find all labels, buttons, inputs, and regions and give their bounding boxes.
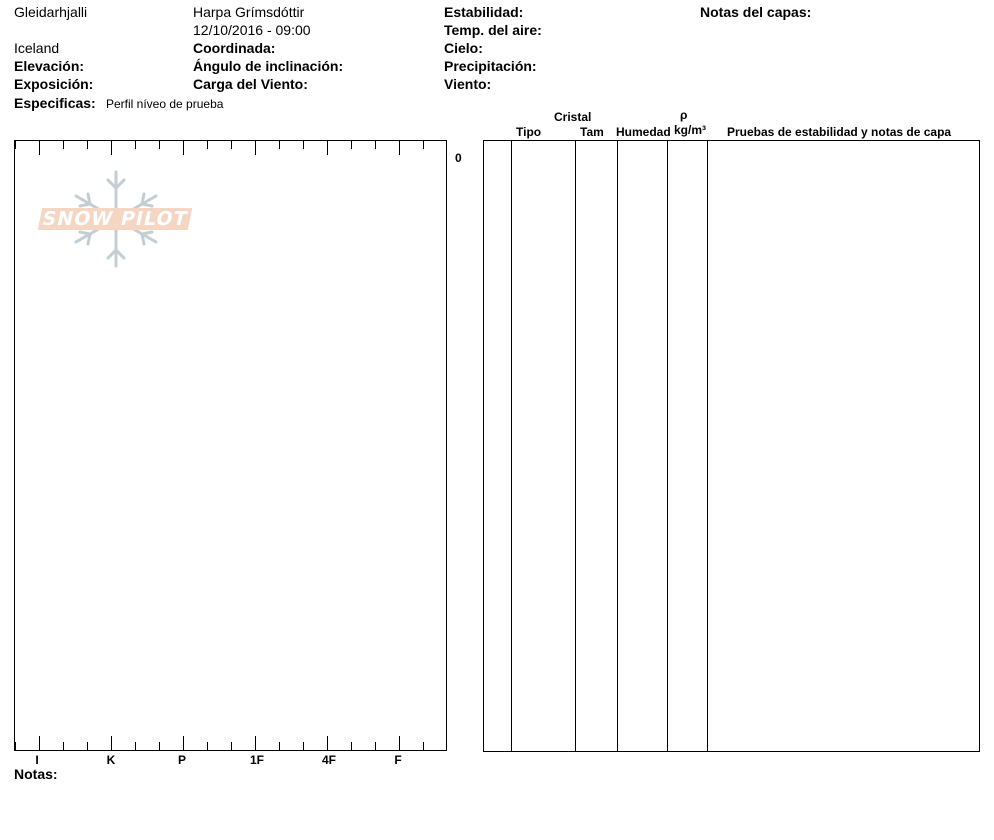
specifics-label: Especificas: — [14, 95, 96, 111]
chart-tick-bottom — [279, 742, 280, 750]
chart-tick-top — [399, 141, 400, 155]
snow-pilot-logo — [36, 168, 196, 270]
observer-name: Harpa Grímsdóttir — [193, 4, 305, 20]
air-temp-label: Temp. del aire: — [444, 22, 542, 38]
chart-tick-top — [279, 141, 280, 149]
chart-tick-bottom — [423, 742, 424, 750]
chart-tick-top — [207, 141, 208, 149]
stability-label: Estabilidad: — [444, 4, 524, 20]
chart-tick-top — [183, 141, 184, 155]
chart-tick-bottom — [15, 742, 16, 750]
chart-tick-top — [135, 141, 136, 149]
chart-tick-top — [87, 141, 88, 149]
chart-tick-bottom — [135, 742, 136, 750]
exposure-label: Exposición: — [14, 76, 94, 92]
table-divider-type — [511, 141, 512, 751]
hardness-label-f: F — [394, 753, 402, 767]
chart-tick-top — [15, 141, 16, 149]
chart-tick-top — [303, 141, 304, 149]
slope-angle-label: Ángulo de inclinación: — [193, 58, 344, 74]
chart-tick-bottom — [255, 736, 256, 750]
table-divider-tests — [707, 141, 708, 751]
chart-tick-bottom — [207, 742, 208, 750]
precipitation-label: Precipitación: — [444, 58, 537, 74]
layer-table — [483, 140, 980, 752]
notes-label: Notas: — [14, 766, 58, 782]
hardness-label-1f: 1F — [249, 753, 264, 767]
location-name: Gleidarhjalli — [14, 4, 88, 20]
chart-tick-bottom — [63, 742, 64, 750]
chart-tick-top — [375, 141, 376, 149]
table-divider-density — [667, 141, 668, 751]
wind-loading-label: Carga del Viento: — [193, 76, 308, 92]
table-divider-moisture — [617, 141, 618, 751]
hardness-label-4f: 4F — [321, 753, 336, 767]
chart-tick-bottom — [87, 742, 88, 750]
chart-tick-bottom — [111, 736, 112, 750]
coordinate-label: Coordinada: — [193, 40, 276, 56]
tests-column-header: Pruebas de estabilidad y notas de capa — [727, 125, 952, 139]
snow-pilot-logo-text: SNOW PILOT — [38, 208, 193, 230]
hardness-label-p: P — [177, 753, 186, 767]
elevation-label: Elevación: — [14, 58, 85, 74]
chart-tick-top — [231, 141, 232, 149]
chart-tick-top — [255, 141, 256, 155]
chart-tick-bottom — [231, 742, 232, 750]
hardness-label-k: K — [106, 753, 116, 767]
sky-label: Cielo: — [444, 40, 483, 56]
moisture-column-header: Humedad — [616, 125, 671, 139]
observation-datetime: 12/10/2016 - 09:00 — [193, 22, 311, 38]
chart-tick-bottom — [375, 742, 376, 750]
crystal-group-header: Cristal — [554, 110, 592, 124]
chart-tick-bottom — [39, 736, 40, 750]
depth-zero-label: 0 — [455, 151, 462, 165]
chart-tick-top — [351, 141, 352, 149]
wind-label: Viento: — [444, 76, 492, 92]
chart-tick-bottom — [351, 742, 352, 750]
chart-tick-bottom — [159, 742, 160, 750]
type-column-header: Tipo — [516, 125, 542, 139]
table-divider-size — [575, 141, 576, 751]
chart-tick-bottom — [183, 736, 184, 750]
size-column-header: Tam — [580, 125, 604, 139]
chart-tick-top — [159, 141, 160, 149]
hardness-label-i: I — [35, 753, 39, 767]
specifics-value: Perfil níveo de prueba — [106, 97, 224, 111]
density-unit-header: kg/m³ — [674, 123, 707, 137]
layer-notes-label: Notas del capas: — [700, 4, 812, 20]
chart-tick-top — [39, 141, 40, 155]
chart-tick-bottom — [327, 736, 328, 750]
chart-tick-top — [63, 141, 64, 149]
chart-tick-bottom — [303, 742, 304, 750]
chart-tick-top — [327, 141, 328, 155]
chart-tick-bottom — [399, 736, 400, 750]
country-name: Iceland — [14, 40, 60, 56]
chart-tick-top — [423, 141, 424, 149]
density-symbol-header: ρ — [680, 108, 688, 122]
chart-tick-top — [111, 141, 112, 155]
